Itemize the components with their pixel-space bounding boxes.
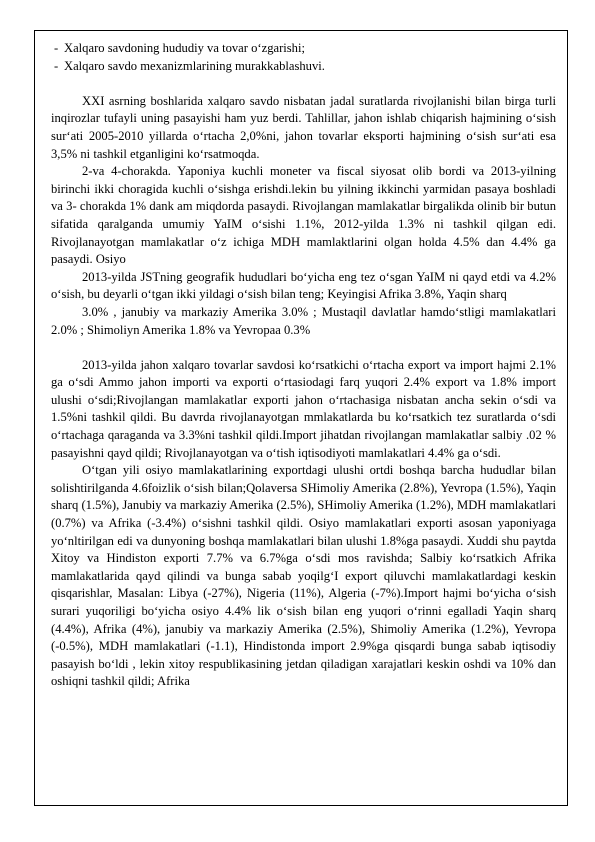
list-item-text: Xalqaro savdo mexanizmlarining murakkablashuvi. xyxy=(64,58,325,73)
spacer xyxy=(51,339,556,357)
paragraph-intro: XXI asrning boshlarida xalqaro savdo nisbatan jadal suratlarda rivojlanishi bilan birga turli inqirozlar tufayli uning pasayishi ham yuz berdi. Tahlillar, jahon ishlab chiqarish hajmining o‘sish sur‘ati 2005-2010 yillarda o‘rtacha 2,0%ni, jahon tovarlar eksporti hajmining o‘sish sur‘ati esa 3,5% ni tashkil etganligini ko‘rsatmoqda. xyxy=(51,93,556,161)
spacer xyxy=(51,75,556,93)
paragraph-asia-growth: 2013-yilda JSTning geografik hududlari bo‘yicha eng tez o‘sgan YaIM ni qayd etdi va 4.2% o‘sish, bu deyarli o‘tgan ikki yildagi o‘sish bilan teng; Keyingisi Afrika 3.8%, Yaqin sharq xyxy=(51,269,556,302)
document-body xyxy=(51,40,556,691)
paragraph-asia-exports: O‘tgan yili osiyo mamlakatlarining exportdagi ulushi ortdi boshqa barcha hududlar bilan solishtirilganda 4.6foizlik o‘sish bilan;Qolaversa SHimoliy Amerika (2.8%), Yevropa (1.5%), Yaqin sharq (1.5%), Janubiy va markaziy Amerika (2.5%), SHimoliy Amerika (1.2%), MDH mamlakatlari (0.7%) va Afrika (-3.4%) o‘sishni tashkil qildi. Osiyo mamlakatlari exporti asosan yaponiyaga yo‘nltirilgan edi va dunyoning boshqa mamlakatlari bilan ulushi 1.8%ga pasaydi. Xuddi shu paytda Xitoy va Hindiston exporti 7.7% va 6.7%ga o‘sdi mos ravishda; Salbiy ko‘rsatkich Afrika mamlakatlarida qayd qilindi va bunga sabab yoqilg‘I export qiluvchi mamlakatlardagi keskin qisqarishlar, Masalan: Libya (-27%), Nigeria (11%), Algeria (-7%).Import hajmi bo‘yicha o‘sish surari yuqoriligi bo‘yicha osiyo 4.4% lik o‘sish bilan eng yuqori o‘rinni egalladi Yaqin sharq (4.4%), Afrika (4%), janubiy va markaziy Amerika (2.5%), Shimoliy Amerika (1.2%), Yevropa (-0.5%), MDH mamlakatlari (-1.1), Hindistonda import 2.9%ga qisqardi bunga sabab iqtisodiy pasayish bo‘ldi , lekin xitoy respublikasining jetdan qiladigan xarajatlari keskin oshdi va 10% dan oshiqni tashkil qildi; Afrika xyxy=(51,463,556,689)
list-marker: - xyxy=(54,41,59,55)
list-item xyxy=(51,40,556,58)
list-marker: - xyxy=(54,58,59,73)
paragraph-japan: 2-va 4-chorakda. Yaponiya kuchli moneter va fiscal siyosat olib bordi va 2013-yilning birinchi ikki choragida kuchli o‘sishga erishdi.lekin bu yilning ikkinchi yarmidan pasaya boshladi va 3- chorakda 1% dank am miqdorda pasaydi. Rivojlangan mamlakatlar birgalikda olinib bir butun sifatida qaralganda umumiy YaIM o‘sishi 1.1%, 2012-yilda 1.3% ni tashkil qilgan edi. Rivojlanayotgan mamlakatlar o‘z ichiga MDH mamlaktlarini olgan holda 4.5% dan 4.4% ga pasaydi. Osiyo xyxy=(51,164,556,267)
list-item xyxy=(51,58,556,76)
paragraph-trade-2013: 2013-yilda jahon xalqaro tovarlar savdosi ko‘rsatkichi o‘rtacha export va import hajmi 2.1% ga o‘sdi Ammo jahon importi va exporti o‘rtasiodagi farq yuqori 2.4% export va 1.8% import ulushi o‘sdi;Rivojlangan mamlakatlar exporti jahon o‘rtachasiga nisbatan ancha sekin o‘sdi va 1.5%ni tashkil qildi. Bu davrda rivojlanayotgan mmlakatlarda bu ko‘rsatkich tez suratlarda o‘sdi o‘rtachaga qaraganda va 3.3%ni tashkil qildi.Import jihatdan rivojlangan mamlakatlar salbiy .02 % pasayishni qayd qildi; Rivojlanayotgan va o‘tish iqtisodiyoti mamlakatlari 4.4% ga o‘sdi. xyxy=(51,357,556,460)
list-item-text: Xalqaro savdoning hududiy va tovar o‘zgarishi; xyxy=(64,41,305,55)
paragraph-regions: 3.0% , janubiy va markaziy Amerika 3.0% ; Mustaqil davlatlar hamdo‘stligi mamlakatlari 2.0% ; Shimoliyn Amerika 1.8% va Yevropaa 0.3% xyxy=(51,304,556,337)
